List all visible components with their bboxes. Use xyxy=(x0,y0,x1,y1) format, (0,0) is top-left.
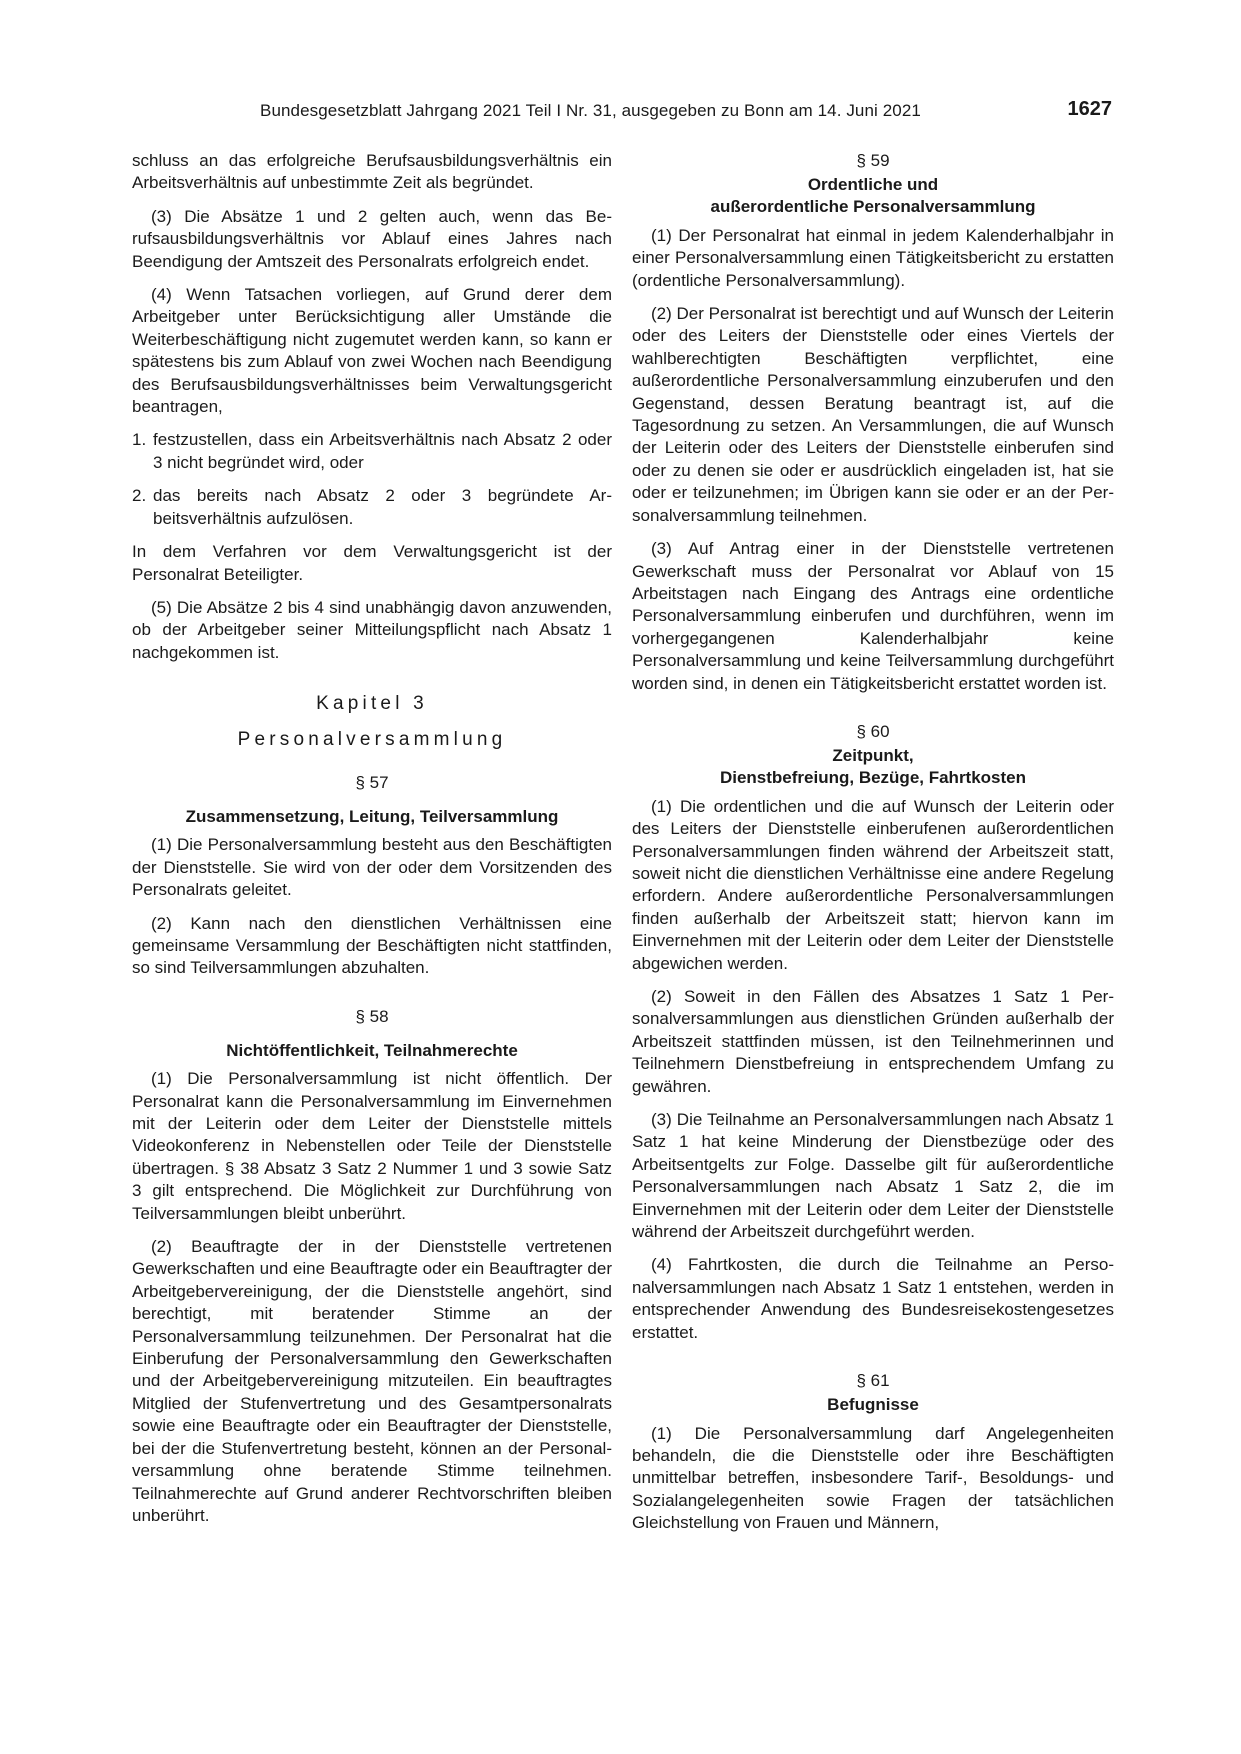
s59-paragraph-2: (2) Der Personalrat ist berechtigt und auf Wunsch der Leiterin oder des Leiters der Dienststelle oder eines Viertels der wahlberechtigten Beschäftigten verpflichtet, eine außerordentliche Personalversammlung einzuberufen und den Gegenstand, dessen Beratung beantragt ist, auf die Tagesordnung zu setzen. An Versammlungen, die auf Wunsch der Leiterin oder des Leiters der Dienststelle einberufen sind oder zu denen sie oder er ausdrücklich eingeladen ist, hat sie oder er teilzunehmen; im Übrigen kann sie oder er an der Personalversammlung teilnehmen. xyxy=(632,304,1114,525)
section-title-61: Befugnisse xyxy=(827,1395,919,1415)
list-item xyxy=(132,429,612,474)
section-title-60-line1: Zeitpunkt, xyxy=(832,745,914,765)
section-number-60: § 60 xyxy=(856,721,890,741)
section-title-59-line2: außerordentliche Personalversammlung xyxy=(710,197,1036,217)
section-number-61: § 61 xyxy=(856,1371,890,1391)
s58-paragraph-2: (2) Beauftragte der in der Dienststelle vertretenen Gewerkschaften und eine Beauftragte oder ein Beauftragter der Arbeitgebervereinigung, der die Dienststelle angehört, sind berechtigt, mit beratender Stimme an der Personalversammlung teilzunehmen. Der Personalrat hat die Einberufung der Personalversammlung den Gewerkschaften und der Arbeitgebervereinigung mitzuteilen. Ein beauftragtes Mitglied der Stufenvertretung und des Gesamtpersonalrats sowie eine Beauftragte oder ein Beauftragter der Dienststelle, bei der die Stufenvertretung besteht, können an der Personalversammlung ohne beratende Stimme teilnehmen. Teilnahmerechte auf Grund anderer Rechtvorschriften bleiben unberührt. xyxy=(132,1237,612,1525)
paragraph-after-list: In dem Verfahren vor dem Verwaltungsgericht ist der Personalrat Beteiligter. xyxy=(132,542,612,584)
section-number-57: § 57 xyxy=(355,772,389,792)
page-number: 1627 xyxy=(1067,98,1112,120)
list-number: 1. xyxy=(132,430,147,450)
section-number-59: § 59 xyxy=(856,151,890,170)
section-title-59-line1: Ordentliche und xyxy=(807,175,939,194)
section-number-58: § 58 xyxy=(355,1006,389,1026)
running-title: Bundesgesetzblatt Jahrgang 2021 Teil I Nr. 31, ausgegeben zu Bonn am 14. Juni 2021 xyxy=(260,101,921,120)
continuation-paragraph: schluss an das erfolgreiche Berufsausbildungsverhältnis ein Arbeitsverhältnis auf unbestimmte Zeit als begründet. xyxy=(132,151,612,193)
s60-paragraph-4: (4) Fahrtkosten, die durch die Teilnahme an Personalversammlungen nach Absatz 1 Satz 1 entstehen, werden in entsprechender Anwendung des Bundesreisekostengesetzes erstattet. xyxy=(632,1255,1114,1342)
list-number: 2. xyxy=(132,486,147,506)
list-item xyxy=(132,485,612,530)
s59-paragraph-3: (3) Auf Antrag einer in der Dienststelle vertretenen Gewerkschaft muss der Personalrat vor Ablauf von 15 Arbeitstagen nach Eingang des Antrags eine ordentliche Personalversammlung einberufen und durchführen, wenn im vorhergegangenen Kalenderhalbjahr keine Personalversammlung und keine Teilversammlung durchgeführt worden sind, in denen ein Tätigkeitsbericht erstattet worden ist. xyxy=(632,539,1114,693)
paragraph-3: (3) Die Absätze 1 und 2 gelten auch, wenn das Berufsausbildungsverhältnis vor Ablauf eines Jahres nach Beendigung der Amtszeit des Personalrats erfolgreich endet. xyxy=(132,206,612,271)
section-title-60-line2: Dienstbefreiung, Bezüge, Fahrtkosten xyxy=(719,768,1027,788)
s59-paragraph-1: (1) Der Personalrat hat einmal in jedem Kalenderhalbjahr in einer Personalversammlung einen Tätigkeitsbericht zu erstatten (ordentliche Personalversammlung). xyxy=(632,225,1114,290)
s57-paragraph-2: (2) Kann nach den dienstlichen Verhältnissen eine gemeinsame Versammlung der Beschäftigten nicht stattfinden, so sind Teilversammlungen abzuhalten. xyxy=(132,913,612,978)
list-text: festzustellen, dass ein Arbeitsverhältnis nach Absatz 2 oder 3 nicht begründet wird, oder xyxy=(153,430,612,472)
chapter-title: Personalversammlung xyxy=(237,728,507,750)
s57-paragraph-1: (1) Die Personalversammlung besteht aus den Beschäftigten der Dienststelle. Sie wird von der oder dem Vorsitzenden des Personalrats geleitet. xyxy=(132,835,612,900)
page-header xyxy=(130,98,1112,126)
right-column xyxy=(632,150,1114,1546)
s61-paragraph-1: (1) Die Personalversammlung darf Angelegenheiten behandeln, die die Dienststelle oder ihre Beschäftigten unmittelbar betreffen, insbesondere Tarif-, Besoldungs- und Sozialangelegenheiten sowie Fragen der tatsächlichen Gleichstellung von Frauen und Männern, xyxy=(632,1423,1114,1533)
paragraph-5: (5) Die Absätze 2 bis 4 sind unabhängig davon anzuwenden, ob der Arbeitgeber seiner Mitteilungspflicht nach Absatz 1 nachgekommen ist. xyxy=(132,597,612,662)
s60-paragraph-3: (3) Die Teilnahme an Personalversammlungen nach Absatz 1 Satz 1 hat keine Minderung der Dienstbezüge oder des Arbeitsentgelts zur Folge. Dasselbe gilt für außerordentliche Personalversammlungen nach Absatz 1 Satz 2, die im Einvernehmen mit der Leiterin oder dem Leiter der Dienststelle während der Arbeitszeit durchgeführt werden. xyxy=(632,1110,1114,1242)
section-title-57: Zusammensetzung, Leitung, Teilversammlung xyxy=(185,806,559,826)
paragraph-4: (4) Wenn Tatsachen vorliegen, auf Grund derer dem Arbeitgeber unter Berücksichtigung aller Umstände die Weiterbeschäftigung nicht zugemutet werden kann, so kann er spätestens bis zum Ablauf von zwei Wochen nach Beendigung des Berufsausbildungsverhältnisses beim Verwaltungsgericht beantragen, xyxy=(132,285,612,417)
chapter-label: Kapitel 3 xyxy=(316,693,428,715)
left-column xyxy=(132,150,612,1538)
list-text: das bereits nach Absatz 2 oder 3 begründete Arbeitsverhältnis aufzulösen. xyxy=(153,486,612,528)
s60-paragraph-2: (2) Soweit in den Fällen des Absatzes 1 Satz 1 Personalversammlungen aus dienstlichen Gründen außerhalb der Arbeitszeit stattfinden müssen, ist den Teilnehmerinnen und Teilnehmern Dienstbefreiung in entsprechendem Umfang zu gewähren. xyxy=(632,987,1114,1096)
section-title-58: Nichtöffentlichkeit, Teilnahmerechte xyxy=(226,1040,518,1060)
s58-paragraph-1: (1) Die Personalversammlung ist nicht öffentlich. Der Personalrat kann die Personalversammlung im Einvernehmen mit der Leiterin oder dem Leiter der Dienststelle mittels Videokonferenz in Nebenstellen oder Teile der Dienststelle übertragen. § 38 Absatz 3 Satz 2 Nummer 1 und 3 sowie Satz 3 gilt entsprechend. Die Möglichkeit zur Durchführung von Teilversammlungen bleibt unberührt. xyxy=(132,1069,612,1223)
s60-paragraph-1: (1) Die ordentlichen und die auf Wunsch der Leiterin oder des Leiters der Dienststelle einberufenen außerordentlichen Personalversammlungen finden während der Arbeitszeit statt, soweit nicht die dienstlichen Verhältnisse eine andere Regelung erfordern. Andere außerordentliche Personalversammlungen finden außerhalb der Arbeitszeit statt; hiervon kann im Einvernehmen mit der Leiterin oder dem Leiter der Dienststelle abgewichen werden. xyxy=(632,796,1114,973)
